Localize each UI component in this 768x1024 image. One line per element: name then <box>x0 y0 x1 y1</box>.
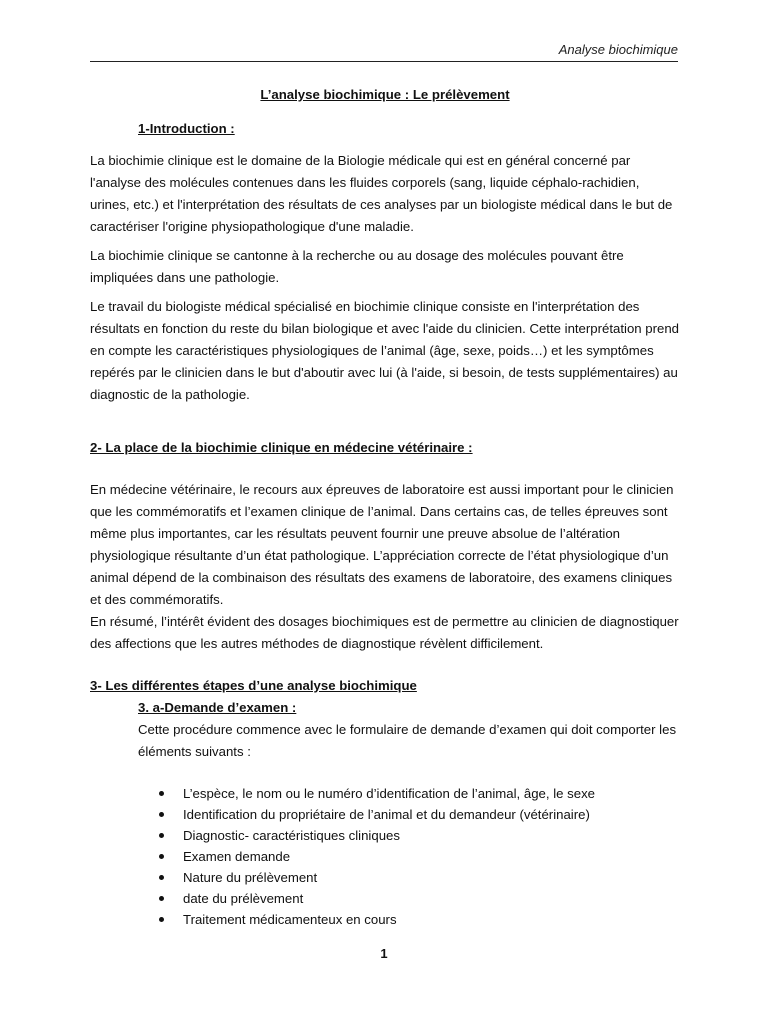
section-3-heading: 3- Les différentes étapes d’une analyse biochimique <box>90 678 417 693</box>
list-item-text: Traitement médicamenteux en cours <box>183 912 397 927</box>
bullet-icon <box>159 917 164 922</box>
document-title: L’analyse biochimique : Le prélèvement <box>260 87 510 102</box>
intro-paragraph-2: La biochimie clinique se cantonne à la recherche ou au dosage des molécules pouvant être impliquées dans une pathologie. <box>90 248 624 285</box>
list-item <box>138 888 680 909</box>
bullet-icon <box>159 812 164 817</box>
list-item-text: Identification du propriétaire de l’animal et du demandeur (vétérinaire) <box>183 807 590 822</box>
spacer <box>90 413 680 437</box>
spacer <box>90 655 680 675</box>
intro-paragraph-1: La biochimie clinique est le domaine de la Biologie médicale qui est en général concerné par l'analyse des molécules contenues dans les fluides corporels (sang, liquide céphalo-rachidien, urines, etc.) et l'interprétation des résultats de ces analyses par un biologiste médical dans le but de caractériser l'origine physiopathologique d'une maladie. <box>90 153 673 234</box>
header-divider <box>90 61 678 62</box>
section-2-paragraph-1: En médecine vétérinaire, le recours aux épreuves de laboratoire est aussi important pour le clinicien que les commémoratifs et l’examen clinique de l’animal. Dans certains cas, de telles épreuves sont même plus importantes, car les résultats peuvent fournir une preuve absolue de l’altération physiologique résultante d’un état pathologique. L’appréciation correcte de l’état physiologique d’un animal dépend de la combinaison des résultats des examens de laboratoire, des examens cliniques et des commémoratifs. <box>90 482 674 607</box>
bullet-icon <box>159 833 164 838</box>
list-item-text: Diagnostic- caractéristiques cliniques <box>183 828 400 843</box>
document-body <box>90 84 680 930</box>
list-item <box>138 867 680 888</box>
list-item <box>138 783 680 804</box>
list-item <box>138 909 680 930</box>
list-item <box>138 825 680 846</box>
requirements-list <box>138 783 680 930</box>
list-item-text: Nature du prélèvement <box>183 870 318 885</box>
bullet-icon <box>159 875 164 880</box>
running-header: Analyse biochimique <box>558 42 678 57</box>
section-2-heading: 2- La place de la biochimie clinique en médecine vétérinaire : <box>90 440 473 455</box>
subsection-3a-heading: 3. a-Demande d’examen : <box>138 700 297 715</box>
section-2-paragraph-2: En résumé, l’intérêt évident des dosages biochimiques est de permettre au clinicien de diagnostiquer des affections que les autres méthodes de diagnostique révèlent difficilement. <box>90 614 679 651</box>
spacer <box>138 763 680 783</box>
page-number: 1 <box>380 946 388 961</box>
bullet-icon <box>159 791 164 796</box>
spacer <box>90 459 680 479</box>
section-1-heading: 1-Introduction : <box>138 121 235 136</box>
list-item-text: L’espèce, le nom ou le numéro d’identification de l’animal, âge, le sexe <box>183 786 595 801</box>
bullet-icon <box>159 896 164 901</box>
list-item-text: date du prélèvement <box>183 891 304 906</box>
list-item <box>138 804 680 825</box>
intro-paragraph-3: Le travail du biologiste médical spécialisé en biochimie clinique consiste en l'interprétation des résultats en fonction du reste du bilan biologique et avec l'aide du clinicien. Cette interprétation prend en compte les caractéristiques physiologiques de l’animal (âge, sexe, poids…) et les symptômes repérés par le clinicien dans le but d'aboutir avec lui (à l'aide, si besoin, de tests supplémentaires) au diagnostic de la pathologie. <box>90 299 680 402</box>
list-item <box>138 846 680 867</box>
subsection-3a-intro: Cette procédure commence avec le formulaire de demande d’examen qui doit comporter les éléments suivants : <box>138 722 677 759</box>
bullet-icon <box>159 854 164 859</box>
subsection-3a <box>138 697 680 930</box>
list-item-text: Examen demande <box>183 849 291 864</box>
